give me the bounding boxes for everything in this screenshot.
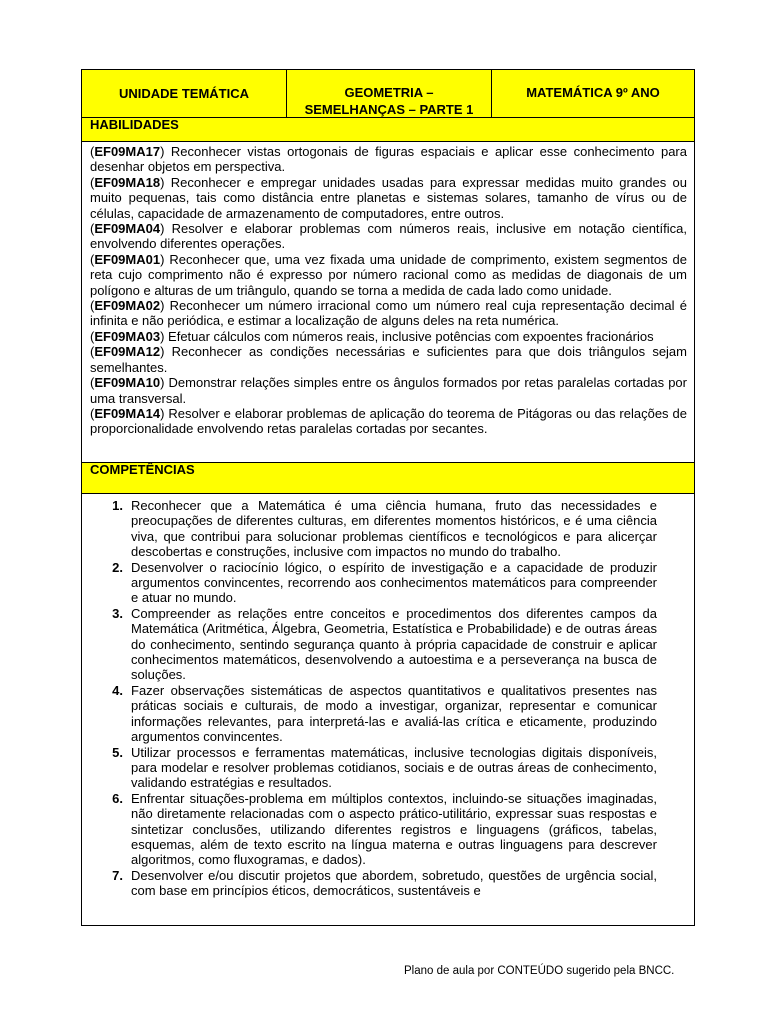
habilidade-item: (EF09MA02) Reconhecer um número irracional como um número real cuja representação decimal é infinita e não periódica, e estimar a localização de alguns deles na reta numérica. [90,298,687,329]
habilidade-code: EF09MA01 [94,251,161,267]
header-topic-line2: SEMELHANÇAS – PARTE 1 [304,102,474,117]
lesson-plan-table [81,69,695,926]
habilidade-text: ) Reconhecer e empregar unidades usadas para expressar medidas muito grandes ou muito pequenas, tais como distância entre planetas e sistemas solares, tamanho de vírus ou de células, capacidade de armazenamento de computadores, entre outros. [90,174,687,221]
header-topic-line1: GEOMETRIA – [344,85,434,100]
competencias-heading: COMPETÊNCIAS [82,463,694,494]
competencia-number: 3. [112,605,123,621]
competencia-number: 1. [112,498,123,513]
footer-note: Plano de aula por CONTEÚDO sugerido pela BNCC. [404,965,675,977]
competencia-text: Desenvolver o raciocínio lógico, o espírito de investigação e a capacidade de produzir argumentos convincentes, recorrendo aos conhecimentos matemáticos para compreender e atuar no mundo. [131,559,657,606]
competencia-number: 4. [112,682,123,698]
habilidade-code: EF09MA10 [94,375,161,391]
competencia-item [102,560,657,606]
habilidade-text: ) Resolver e elaborar problemas de aplicação do teorema de Pitágoras ou das relações de proporcionalidade envolvendo retas paralelas cortadas por secantes. [90,405,687,437]
competencia-text: Compreender as relações entre conceitos e procedimentos dos diferentes campos da Matemática (Aritmética, Álgebra, Geometria, Estatística e Probabilidade) e de outras áreas do conhecimento, sentindo segurança quanto à própria capacidade de construir e aplicar conhecimentos matemáticos, desenvolvendo a autoestima e a perseverança na busca de soluções. [131,605,657,683]
competencia-text: Utilizar processos e ferramentas matemáticas, inclusive tecnologias digitais disponíveis, para modelar e resolver problemas cotidianos, sociais e de outras áreas de conhecimento, validando estratégias e resultados. [131,744,657,791]
competencia-text: Desenvolver e/ou discutir projetos que abordem, sobretudo, questões de urgência social, com base em princípios éticos, democráticos, sustentáveis e [131,867,657,899]
habilidade-item: (EF09MA04) Resolver e elaborar problemas com números reais, inclusive em notação científica, envolvendo diferentes operações. [90,221,687,252]
habilidade-text: ) Demonstrar relações simples entre os ângulos formados por retas paralelas cortadas por uma transversal. [90,375,687,406]
habilidade-text: ) Reconhecer vistas ortogonais de figuras espaciais e aplicar esse conhecimento para desenhar objetos em perspectiva. [90,144,687,175]
habilidades-heading: HABILIDADES [82,118,694,142]
habilidade-code: EF09MA04 [94,221,161,237]
habilidade-text: ) Reconhecer um número irracional como um número real cuja representação decimal é infinita e não periódica, e estimar a localização de alguns deles na reta numérica. [90,298,687,329]
habilidade-code: EF09MA18 [94,174,161,190]
competencia-item [102,868,657,899]
competencia-number: 7. [112,867,123,883]
habilidade-item: (EF09MA12) Reconhecer as condições necessárias e suficientes para que dois triângulos sejam semelhantes. [90,344,687,375]
habilidade-text: ) Reconhecer as condições necessárias e suficientes para que dois triângulos sejam semelhantes. [90,344,687,375]
header-subject-grade: MATEMÁTICA 9º ANO [492,70,694,117]
competencia-text: Fazer observações sistemáticas de aspectos quantitativos e qualitativos presentes nas práticas sociais e culturais, de modo a investigar, organizar, representar e comunicar informações relevantes, para interpretá-las e avaliá-las crítica e eticamente, produzindo argumentos convincentes. [131,682,657,745]
habilidade-text: ) Resolver e elaborar problemas com números reais, inclusive em notação científica, envolvendo diferentes operações. [90,221,687,252]
habilidade-code: EF09MA17 [94,144,161,159]
habilidade-text: ) Efetuar cálculos com números reais, inclusive potências com expoentes fracionários [160,328,654,344]
habilidade-item: (EF09MA14) Resolver e elaborar problemas de aplicação do teorema de Pitágoras ou das relações de proporcionalidade envolvendo retas paralelas cortadas por secantes. [90,405,687,437]
habilidade-code: EF09MA03 [94,328,161,344]
habilidade-code: EF09MA14 [94,405,161,421]
competencia-item [102,791,657,868]
habilidade-item: (EF09MA18) Reconhecer e empregar unidades usadas para expressar medidas muito grandes ou muito pequenas, tais como distância entre planetas e sistemas solares, tamanho de vírus ou de células, capacidade de armazenamento de computadores, entre outros. [90,174,687,221]
habilidade-text: ) Reconhecer que, uma vez fixada uma unidade de comprimento, existem segmentos de reta cujo comprimento não é expresso por número racional como as medidas de diagonais de um polígono e alturas de um triângulo, quando se torna a medida de cada lado como unidade. [90,251,687,298]
habilidade-item: (EF09MA03) Efetuar cálculos com números reais, inclusive potências com expoentes fracionários [90,328,654,344]
competencia-item [102,683,657,745]
header-topic [287,70,492,117]
competencia-number: 6. [112,790,123,806]
competencia-text: Reconhecer que a Matemática é uma ciência humana, fruto das necessidades e preocupações de diferentes culturas, em diferentes momentos históricos, e é uma ciência viva, que contribui para solucionar problemas científicos e tecnológicos e para alicerçar descobertas e construções, inclusive com impactos no mundo do trabalho. [131,498,657,560]
habilidade-item: (EF09MA01) Reconhecer que, uma vez fixada uma unidade de comprimento, existem segmentos de reta cujo comprimento não é expresso por número racional como as medidas de diagonais de um polígono e alturas de um triângulo, quando se torna a medida de cada lado como unidade. [90,251,687,298]
header-unidade-tematica: UNIDADE TEMÁTICA [82,70,287,117]
competencia-item [102,745,657,791]
competencia-text: Enfrentar situações-problema em múltiplos contextos, incluindo-se situações imaginadas, não diretamente relacionadas com o aspecto prático-utilitário, expressar suas respostas e sintetizar conclusões, utilizando diferentes registros e linguagens (gráficos, tabelas, esquemas, além de texto escrito na língua materna e outras linguagens para descrever algoritmos, como fluxogramas, e dados). [131,790,657,868]
competencia-item [102,606,657,683]
header-row [82,70,694,118]
habilidades-list [82,142,694,463]
competencia-number: 5. [112,744,123,760]
habilidade-code: EF09MA02 [94,298,161,314]
habilidade-item: (EF09MA10) Demonstrar relações simples entre os ângulos formados por retas paralelas cortadas por uma transversal. [90,375,687,406]
habilidade-code: EF09MA12 [94,344,161,360]
competencias-section [82,494,657,924]
competencia-number: 2. [112,559,123,575]
competencias-list [102,498,657,899]
competencia-item [102,498,657,560]
habilidade-item: (EF09MA17) Reconhecer vistas ortogonais de figuras espaciais e aplicar esse conhecimento para desenhar objetos em perspectiva. [90,144,687,175]
